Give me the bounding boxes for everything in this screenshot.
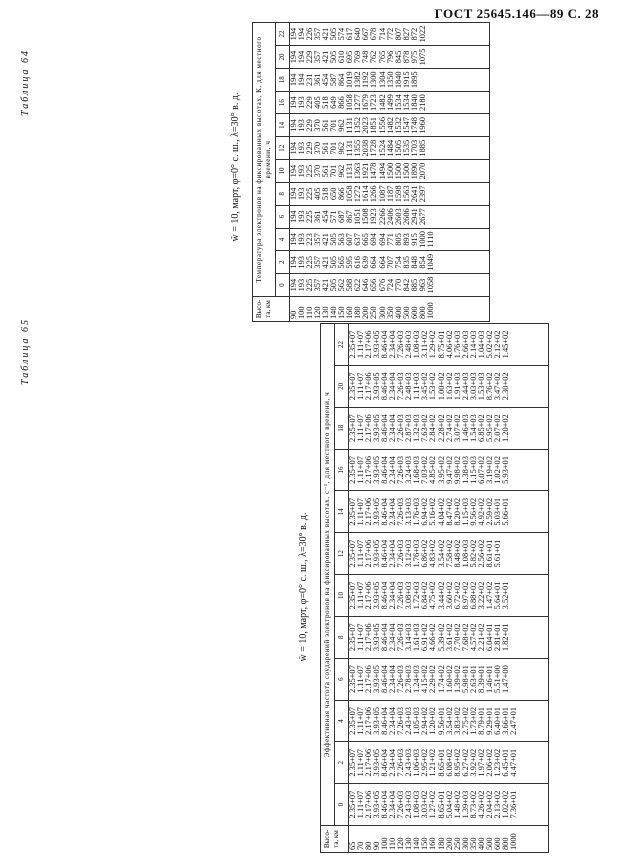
data-column bbox=[290, 68, 490, 91]
hour-column-header: 16 bbox=[335, 449, 349, 491]
data-column bbox=[290, 114, 490, 137]
hour-column-header: 10 bbox=[276, 160, 290, 183]
column-values: 2.35+07 1.11+07 2.17+06 3.93+05 8.46+04 2.34+04 7.26+03 3.12+03 1.76+03 6.86+02 4.83+02 3.54+02 7.58+02 8.48+02 1.08+03 5.82+02 2.56+02 8.61+01 5.61+01 bbox=[348, 539, 502, 568]
table-64-label: Таблица 64 bbox=[20, 49, 31, 116]
column-values: 194 193 225 357 421 505 565 595 616 639 664 664 707 754 835 848 854 1049 bbox=[289, 253, 435, 271]
hour-column-header: 2 bbox=[335, 742, 349, 784]
data-column bbox=[290, 182, 490, 205]
column-values: 194 194 229 357 421 505 610 695 769 748 762 765 796 845 878 975 1075 bbox=[289, 48, 427, 66]
data-column bbox=[349, 407, 549, 449]
column-values: 194 193 225 361 454 571 687 867 1051 1508 1923 2266 2406 2603 2606 2941 2677 bbox=[289, 208, 427, 226]
data-column bbox=[349, 700, 549, 742]
table-65-block bbox=[20, 318, 549, 853]
hour-column-header: 20 bbox=[276, 46, 290, 69]
table-65-label: Таблица 65 bbox=[20, 318, 31, 385]
column-values: 194 193 225 405 518 650 866 1058 1272 1614 1266 1087 1187 1598 1563 2641 2397 bbox=[289, 185, 427, 203]
table-64-supheader: Температура электронов на фиксированных высотах, К, для местного времени, ч bbox=[255, 36, 272, 283]
hour-column-header: 4 bbox=[276, 228, 290, 251]
data-column bbox=[349, 449, 549, 491]
data-column bbox=[349, 742, 549, 784]
column-values: 194 194 231 361 454 587 864 1019 1382 1192 1300 1304 1350 1840 1915 1895 bbox=[289, 71, 419, 89]
data-column bbox=[290, 46, 490, 69]
data-column bbox=[349, 491, 549, 533]
column-values: 194 193 229 405 518 649 866 1058 1277 1679 1723 1482 1499 1534 1534 1840 2180 bbox=[289, 94, 427, 111]
hour-column-header: 4 bbox=[335, 700, 349, 742]
column-values: 2.35+07 1.11+07 2.17+06 3.93+05 8.46+04 2.34+04 7.26+03 3.13+03 1.76+03 6.94+02 5.16+02 4.04+02 8.47+02 8.20+02 1.15+03 9.56+02 4.92+02 2.59+02 5.03+01 5.66+01 bbox=[348, 497, 510, 526]
hour-column-header: 14 bbox=[276, 114, 290, 137]
data-column bbox=[290, 23, 490, 46]
column-values: 2.35+07 1.11+07 2.17+06 3.93+05 8.46+04 2.34+04 7.26+03 2.43+03 1.08+03 3.03+02 1.27+02 8.65+01 5.04+02 1.48+02 1.39+03 8.73+02 4.26+02 2.04+02 2.13+02 1.02+02 7.36+01 bbox=[348, 790, 518, 819]
hour-column-header: 22 bbox=[276, 23, 290, 46]
data-column bbox=[349, 784, 549, 826]
column-values: 2.35+07 1.11+07 2.17+06 3.93+05 8.46+04 2.34+04 7.26+03 2.78+03 1.24+03 4.15+02 2.29+02 1.74+02 1.60+02 1.39+02 5.98+01 2.63+01 8.39+01 1.46+01 5.51+00 1.47+00 bbox=[348, 665, 510, 693]
data-column bbox=[349, 616, 549, 658]
table-65-supheader: Эффективная частота соударений электронов на фиксированных высотах, с⁻¹, для местного времени, ч bbox=[323, 391, 331, 758]
column-values: 2.35+07 1.11+07 2.17+06 3.93+05 8.46+04 2.34+04 7.26+03 2.43+03 1.05+03 2.94+02 1.20+02 9.56+01 3.54+02 3.83+02 2.75+02 1.73+02 8.79+01 9.29+01 6.40+01 3.66+01 2.47+01 bbox=[348, 707, 518, 735]
table-64-block bbox=[20, 22, 490, 322]
page-header: ГОСТ 25645.146—89 С. 28 bbox=[434, 6, 599, 21]
hour-column-header: 14 bbox=[335, 491, 349, 533]
data-column bbox=[290, 251, 490, 274]
column-values: 2.35+07 1.11+07 2.17+06 3.93+05 8.46+04 2.34+04 7.26+03 2.48+03 1.08+03 3.11+02 1.29+02 8.75+01 4.06+02 1.76+03 2.66+03 2.14+03 1.04+03 5.02+02 2.12+02 1.45+02 bbox=[348, 330, 510, 359]
column-values: 2.35+07 1.11+07 2.17+06 3.93+05 8.46+04 2.34+04 7.26+03 2.43+03 1.06+03 2.95+02 1.21+02 8.65+01 6.08+02 8.95+02 6.27+02 3.92+02 1.97+02 2.06+02 1.23+02 6.45+01 4.47+01 bbox=[348, 748, 518, 777]
height-values: 65 70 80 90 100 110 120 130 140 150 160 180 200 250 300 350 400 500 600 800 1000 bbox=[348, 833, 518, 850]
hour-column-header: 0 bbox=[276, 274, 290, 297]
column-values: 2.35+07 1.11+07 2.17+06 3.93+05 8.46+04 2.34+04 7.26+03 2.48+03 1.11+03 3.45+02 1.53+02 1.00+02 1.63+02 1.91+03 2.44+03 3.03+03 1.53+03 8.76+02 3.47+02 2.30+02 bbox=[348, 372, 510, 401]
column-values: 2.35+07 1.11+07 2.17+06 3.93+05 8.46+04 2.34+04 7.26+03 3.14+03 1.61+03 6.91+02 4.66+02 5.39+02 3.61+02 7.70+02 7.68+02 4.57+02 2.21+02 6.04+01 2.81+01 1.82+01 bbox=[348, 623, 510, 652]
table-64 bbox=[252, 22, 490, 322]
data-column bbox=[290, 205, 490, 228]
hour-column-header: 6 bbox=[335, 658, 349, 700]
height-values: 90 100 110 120 130 140 150 160 180 200 250 300 350 400 500 600 800 1000 bbox=[289, 302, 435, 319]
hour-column-header: 8 bbox=[335, 616, 349, 658]
data-column bbox=[290, 274, 490, 297]
hour-column-header: 10 bbox=[335, 575, 349, 617]
hour-column-header: 12 bbox=[335, 533, 349, 575]
column-values: 194 194 226 357 421 505 574 617 640 667 678 714 772 807 827 872 1022 bbox=[289, 25, 427, 43]
data-column bbox=[290, 228, 490, 251]
hour-column-header: 16 bbox=[276, 91, 290, 114]
hour-column-header: 18 bbox=[335, 407, 349, 449]
height-column-header: Высо- та, км bbox=[323, 829, 340, 849]
column-values: 2.35+07 1.11+07 2.17+06 3.93+05 8.46+04 2.34+04 7.26+03 3.08+03 1.72+03 6.84+02 4.75+02 3.44+02 3.60+02 6.72+02 8.97+02 6.88+02 3.22+02 1.47+02 5.64+01 3.52+01 bbox=[348, 581, 510, 610]
hour-column-header: 8 bbox=[276, 182, 290, 205]
column-values: 194 193 229 370 561 701 962 1131 1352 2023 1851 1556 1482 1532 1547 1748 1960 bbox=[289, 117, 427, 134]
column-values: 194 193 229 370 561 701 962 1131 1355 2038 1728 1524 1484 1505 1535 1703 1885 bbox=[289, 139, 427, 157]
column-values: 194 193 225 370 561 701 962 1131 1363 1921 1478 1494 1500 1500 1500 1890 2070 bbox=[289, 162, 427, 180]
hour-column-header: 22 bbox=[335, 324, 349, 366]
column-values: 194 193 223 357 421 505 563 607 637 665 694 694 771 805 893 915 1000 1110 bbox=[289, 231, 435, 248]
hour-column-header: 6 bbox=[276, 205, 290, 228]
data-column bbox=[290, 160, 490, 183]
table-65-params: w̄ = 10, март, φ=0° с. ш., λ=30° в. д. bbox=[298, 512, 309, 662]
height-column-header: Высо- та, км bbox=[255, 299, 272, 319]
data-column bbox=[290, 137, 490, 160]
hour-column-header: 12 bbox=[276, 137, 290, 160]
data-column bbox=[290, 91, 490, 114]
column-values: 2.35+07 1.11+07 2.17+06 3.93+05 8.46+04 2.34+04 7.26+03 2.87+03 1.32+03 7.63+02 2.84+02 2.28+02 2.74+02 3.07+02 1.46+03 1.54+03 6.85+02 5.95+02 2.07+02 1.20+02 bbox=[348, 414, 510, 443]
hour-column-header: 0 bbox=[335, 784, 349, 826]
column-values: 194 193 225 357 421 505 562 588 622 646 656 676 724 770 842 885 963 1058 bbox=[289, 276, 435, 294]
table-64-params: w̄ = 10, март, φ=0° с. ш., λ=30° в. д. bbox=[230, 92, 241, 242]
data-column bbox=[349, 575, 549, 617]
data-column bbox=[349, 365, 549, 407]
hour-column-header: 20 bbox=[335, 365, 349, 407]
column-values: 2.35+07 1.11+07 2.17+06 3.93+05 8.46+04 2.34+04 7.26+03 3.24+03 1.68+03 7.03+02 4.85+02 3.95+02 9.47+02 9.98+02 1.38+03 1.15+03 6.07+02 3.19+02 1.02+02 5.93+01 bbox=[348, 456, 510, 484]
data-column bbox=[349, 658, 549, 700]
hour-column-header: 2 bbox=[276, 251, 290, 274]
data-column bbox=[349, 324, 549, 366]
data-column bbox=[349, 533, 549, 575]
hour-column-header: 18 bbox=[276, 68, 290, 91]
table-65 bbox=[320, 323, 549, 853]
